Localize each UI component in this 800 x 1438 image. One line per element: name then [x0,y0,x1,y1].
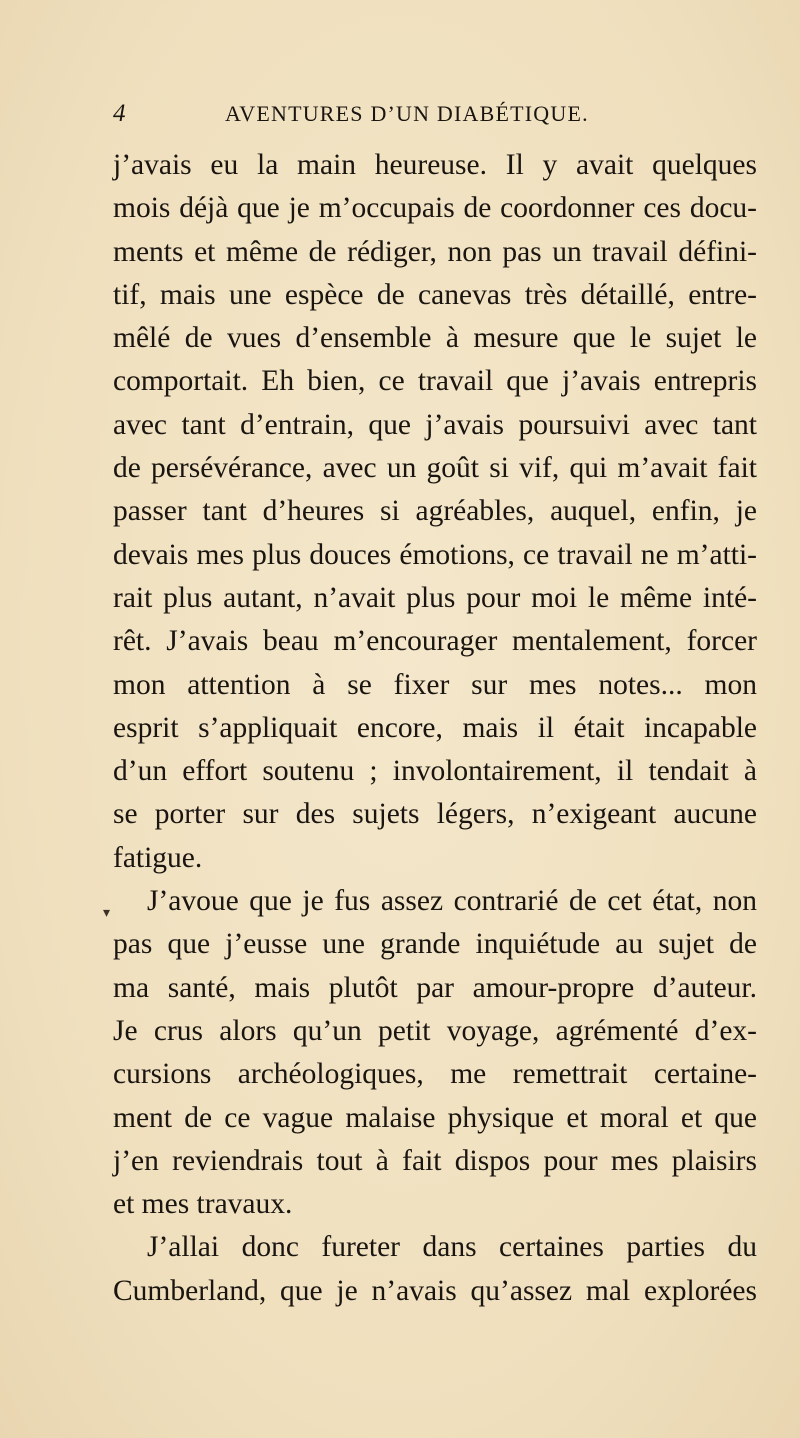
text-line: rait plus autant, n’avait plus pour moi le même inté- [113,581,757,614]
text-line: comportait. Eh bien, ce travail que j’avais entrepris [113,365,757,398]
ink-speck: ▾ [103,906,111,921]
text-line: j’avais eu la main heureuse. Il y avait quelques [113,149,757,181]
text-line: ment de ce vague malaise physique et moral et que [113,1101,757,1134]
paragraph-start-line: J’avoue que je fus assez contrarié de cet état, non [147,885,757,918]
text-line: cursions archéologiques, me remettrait certaine- [113,1058,757,1091]
text-line: esprit s’appliquait encore, mais il était incapable [113,711,757,744]
text-line: pas que j’eusse une grande inquiétude au sujet de [113,928,757,961]
text-line: devais mes plus douces émotions, ce travail ne m’atti- [113,538,757,571]
text-line: mois déjà que je m’occupais de coordonner ces docu- [113,192,757,225]
page-number: 4 [113,100,126,127]
text-line: ments et même de rédiger, non pas un travail défini- [113,235,757,268]
running-title: AVENTURES D’UN DIABÉTIQUE. [225,101,589,126]
paragraph-end-line: fatigue. [113,841,203,874]
text-line: d’un effort soutenu ; involontairement, il tendait à [113,755,757,788]
text-line: ma santé, mais plutôt par amour-propre d’auteur. [113,971,757,1004]
body-text [113,144,757,1313]
text-line: se porter sur des sujets légers, n’exigeant aucune [113,798,757,831]
text-line: rêt. J’avais beau m’encourager mentalement, forcer [113,625,757,658]
text-line: passer tant d’heures si agréables, auquel, enfin, je [113,495,757,528]
text-line: de persévérance, avec un goût si vif, qui m’avait fait [113,452,757,485]
paragraph-start-line: J’allai donc fureter dans certaines parties du [147,1231,757,1264]
text-line: avec tant d’entrain, que j’avais poursuivi avec tant [113,408,757,441]
text-line: Cumberland, que je n’avais qu’assez mal explorées [113,1274,757,1307]
running-head [113,96,753,132]
text-line: Je crus alors qu’un petit voyage, agrémenté d’ex- [113,1014,757,1047]
paragraph-end-line: et mes travaux. [113,1188,293,1221]
text-line: tif, mais une espèce de canevas très détaillé, entre- [113,278,757,311]
text-line: j’en reviendrais tout à fait dispos pour mes plaisirs [113,1144,757,1177]
text-line: mon attention à se fixer sur mes notes... mon [113,668,757,701]
text-line: mêlé de vues d’ensemble à mesure que le sujet le [113,322,757,355]
